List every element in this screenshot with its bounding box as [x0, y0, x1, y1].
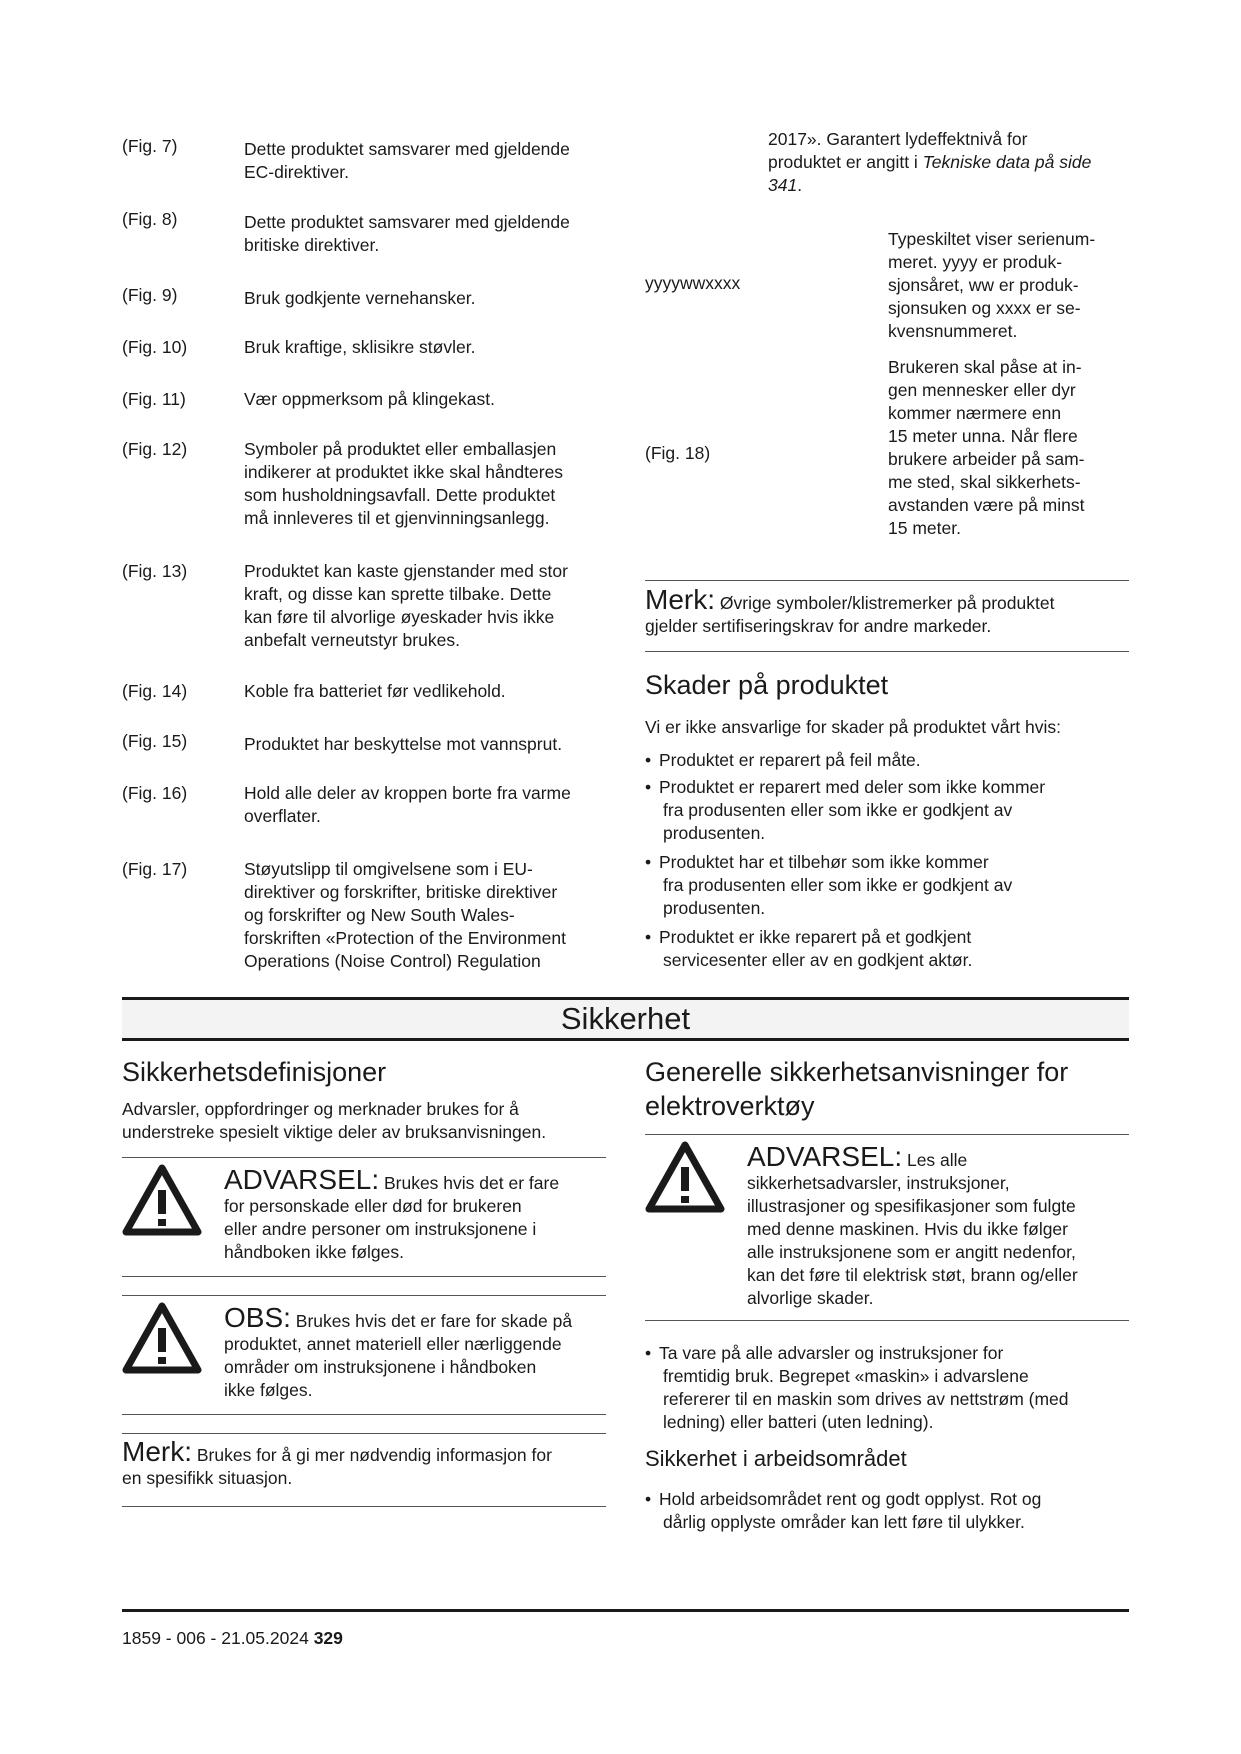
section-title: Sikkerhet [560, 1001, 691, 1036]
list-item: • Produktet er ikke reparert på et godkjent servicesenter eller av en godkjent aktør. [645, 927, 973, 970]
divider [122, 1433, 606, 1434]
list-item: • Produktet er reparert med deler som ikke kommer fra produsenten eller som ikke er godkjent av produsenten. [645, 777, 1046, 843]
warning-label: ADVARSEL: [747, 1141, 903, 1172]
list-item: • Ta vare på alle advarsler og instruksjoner for fremtidig bruk. Begrepet «maskin» i advarslene refererer til en maskin som drives av nettstrøm (med ledning) eller batteri (uten ledning). [645, 1343, 1069, 1432]
merk-definition: Merk: Brukes for å gi mer nødvendig informasjon for en spesifikk situasjon. [122, 1436, 552, 1488]
fig-12-text: Symboler på produktet eller emballasjen indikerer at produktet ikke skal håndteres som husholdningsavfall. Dette produktet må innleveres til et gjenvinningsanlegg. [244, 439, 564, 528]
general-heading: Generelle sikkerhetsanvisninger for elektroverktøy [645, 1057, 1069, 1121]
divider [645, 1134, 1129, 1135]
definitions-heading: Sikkerhetsdefinisjoner [122, 1057, 387, 1087]
footer [122, 1627, 343, 1650]
divider [645, 651, 1129, 652]
fig-10-text: Bruk kraftige, sklisikre støvler. [244, 337, 476, 357]
fig-9-label: (Fig. 9) [122, 285, 178, 305]
merk-label: Merk: [645, 584, 715, 615]
divider [122, 1157, 606, 1158]
fig-7-text: Dette produktet samsvarer med gjeldende EC-direktiver. [244, 139, 570, 182]
footer-rule [122, 1609, 1129, 1612]
fig-17-label: (Fig. 17) [122, 859, 188, 879]
fig-11-text: Vær oppmerksom på klingekast. [244, 389, 495, 409]
tech-data-link[interactable]: Tekniske data på side [922, 152, 1092, 172]
fig-7-label: (Fig. 7) [122, 136, 178, 156]
fig-18-text: Brukeren skal påse at in- gen mennesker eller dyr kommer nærmere enn 15 meter unna. Når flere brukere arbeider på sam- me sted, skal sikkerhets- avstanden være på minst 15 meter. [888, 357, 1085, 538]
damage-intro: Vi er ikke ansvarlige for skader på produktet vårt hvis: [645, 717, 1061, 737]
serial-description: Typeskiltet viser serienum- meret. yyyy er produk- sjonsåret, ww er produk- sjonsuken og xxxx er se- kvensnummeret. [888, 229, 1096, 341]
fig-13-text: Produktet kan kaste gjenstander med stor kraft, og disse kan sprette tilbake. Dette kan føre til alvorlige øyeskader hvis ikke anbefalt verneutstyr brukes. [244, 561, 568, 650]
fig-13-label: (Fig. 13) [122, 561, 188, 581]
fig-8-text: Dette produktet samsvarer med gjeldende britiske direktiver. [244, 212, 570, 255]
section-rule-bottom [122, 1038, 1129, 1041]
caution-definition: OBS: Brukes hvis det er fare for skade på produktet, annet materiell eller nærliggende områder om instruksjonene i håndboken ikke følges. [224, 1302, 573, 1400]
fig-14-label: (Fig. 14) [122, 681, 188, 701]
divider [122, 1276, 606, 1277]
obs-label: OBS: [224, 1302, 291, 1333]
fig-14-text: Koble fra batteriet før vedlikehold. [244, 681, 506, 701]
fig-11-label: (Fig. 11) [122, 389, 186, 409]
divider [122, 1414, 606, 1415]
merk-note-top: Merk: Øvrige symboler/klistremerker på produktet gjelder sertifiseringskrav for andre markeder. [645, 584, 1055, 636]
fig-17-continuation: 2017». Garantert lydeffektnivå for produktet er angitt i Tekniske data på side 341. [768, 129, 1092, 195]
divider [122, 1506, 606, 1507]
fig-15-label: (Fig. 15) [122, 731, 188, 751]
fig-15-text: Produktet har beskyttelse mot vannsprut. [244, 734, 563, 754]
warning-icon [645, 1141, 725, 1213]
fig-8-label: (Fig. 8) [122, 209, 178, 229]
work-area-heading: Sikkerhet i arbeidsområdet [645, 1446, 907, 1471]
fig-18-label: (Fig. 18) [645, 443, 711, 463]
tech-data-page-ref[interactable]: 341 [768, 175, 798, 195]
caution-icon [122, 1302, 202, 1374]
warning-definition: ADVARSEL: Brukes hvis det er fare for personskade eller død for brukeren eller andre personer om instruksjonene i håndboken ikke følges. [224, 1164, 560, 1262]
fig-17-text: Støyutslipp til omgivelsene som i EU- direktiver og forskrifter, britiske direktiver og forskrifter og New South Wales- forskriften «Protection of the Environment Operations (Noise Control) Regulation [244, 859, 566, 971]
list-item: • Hold arbeidsområdet rent og godt opplyst. Rot og dårlig opplyste områder kan lett føre til ulykker. [645, 1489, 1042, 1532]
damage-heading: Skader på produktet [645, 670, 889, 700]
merk-label: Merk: [122, 1436, 192, 1467]
list-item: • Produktet er reparert på feil måte. [645, 750, 921, 770]
page-number: 329 [313, 1628, 343, 1648]
serial-label: yyyywwxxxx [645, 273, 741, 293]
general-warning: ADVARSEL: Les alle sikkerhetsadvarsler, instruksjoner, illustrasjoner og spesifikasjoner som fulgte med denne maskinen. Hvis du ikke følger alle instruksjonene som er angitt nedenfor, kan det føre til elektrisk støt, brann og/eller alvorlige skader. [747, 1141, 1078, 1308]
list-item: • Produktet har et tilbehør som ikke kommer fra produsenten eller som ikke er godkjent av produsenten. [645, 852, 1013, 918]
definitions-intro: Advarsler, oppfordringer og merknader brukes for å understreke spesielt viktige deler av bruksanvisningen. [122, 1099, 547, 1142]
section-title-bar [122, 1000, 1129, 1038]
warning-label: ADVARSEL: [224, 1164, 380, 1195]
fig-10-label: (Fig. 10) [122, 337, 188, 357]
divider [645, 580, 1129, 581]
fig-16-label: (Fig. 16) [122, 783, 188, 803]
fig-12-label: (Fig. 12) [122, 439, 188, 459]
document-id: 1859 - 006 - 21.05.2024 [122, 1628, 309, 1648]
divider [645, 1320, 1129, 1321]
warning-icon [122, 1164, 202, 1236]
fig-16-text: Hold alle deler av kroppen borte fra varme overflater. [244, 783, 571, 826]
fig-9-text: Bruk godkjente vernehansker. [244, 288, 476, 308]
divider [122, 1295, 606, 1296]
